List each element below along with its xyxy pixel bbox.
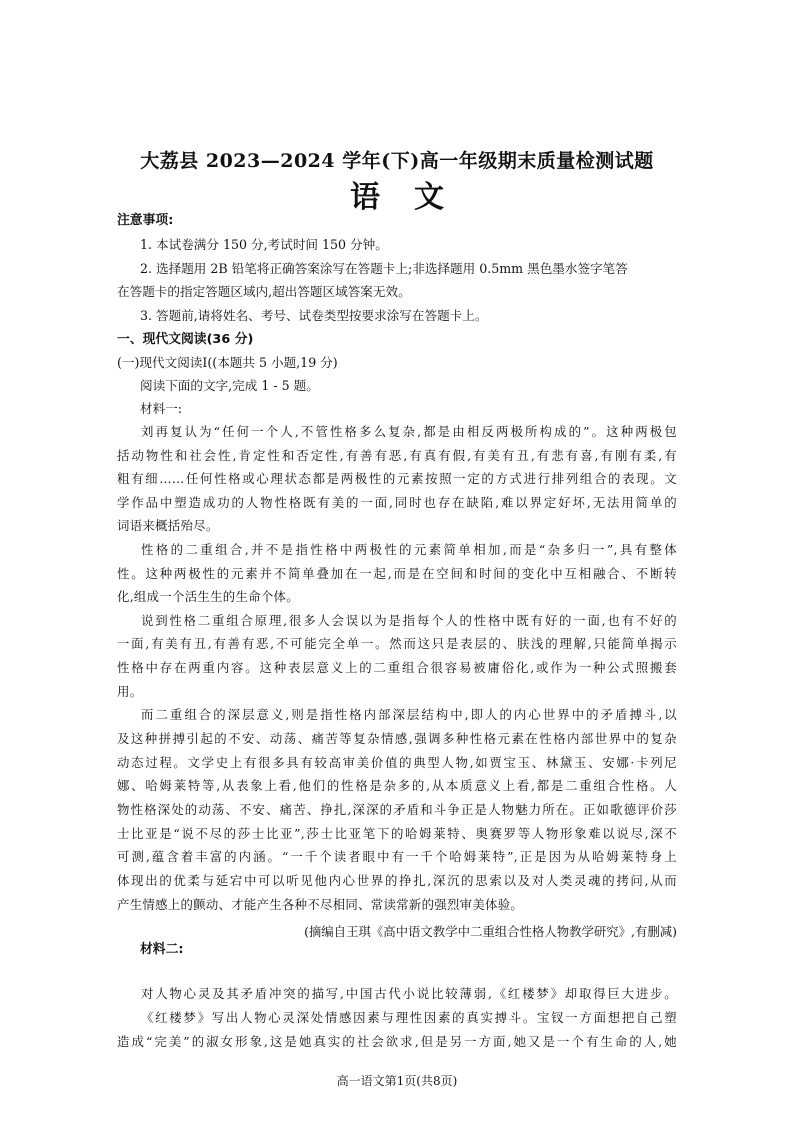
page-footer: 高一语文第1页(共8页) [336, 1074, 458, 1088]
material1-source: (摘编自王琪《高中语文教学中二重组合性格人物教学研究》,有删减) [304, 924, 677, 939]
paragraph-line: 而二重组合的深层意义,则是指性格内部深层结构中,即人的内心世界中的矛盾搏斗,以 [141, 707, 677, 722]
paragraph-line: 性格的二重组合,并不是指性格中两极性的元素简单相加,而是“杂多归一”,具有整体 [141, 542, 677, 557]
paragraph-line: 造成“完美”的淑女形象,这是她真实的社会欲求,但是另一方面,她又是一个有生命的人,她 [117, 1034, 677, 1049]
paragraph-line: 性。这种两极性的元素并不简单叠加在一起,而是在空间和时间的变化中互相融合、不断转 [117, 566, 677, 581]
paragraph-line: 可测,蕴含着丰富的内涵。“一千个读者眼中有一千个哈姆莱特”,正是因为从哈姆莱特身上 [117, 849, 677, 864]
paragraph-line: 物性格深处的动荡、不安、痛苦、挣扎,深深的矛盾和斗争正是人物魅力所在。正如歌德评价莎 [117, 802, 677, 817]
paragraph-line: 士比亚是“说不尽的莎士比亚”,莎士比亚笔下的哈姆莱特、奥赛罗等人物形象难以说尽,深不 [117, 826, 677, 841]
notice-item: 1. 本试卷满分 150 分,考试时间 150 分钟。 [140, 237, 388, 252]
notice-item: 2. 选择题用 2B 铅笔将正确答案涂写在答题卡上;非选择题用 0.5mm 黑色墨水签字笔答 [140, 261, 628, 276]
paragraph-line: 体现出的优柔与延宕中可以听见他内心世界的挣扎,深沉的思索以及对人类灵魂的拷问,从而 [117, 873, 677, 888]
paragraph-line: 用。 [117, 684, 143, 699]
paragraph-line: 括动物性和社会性,肯定性和否定性,有善有恶,有真有假,有美有丑,有悲有喜,有刚有柔,有 [117, 448, 677, 463]
notice-item: 3. 答题前,请将姓名、考号、试卷类型按要求涂写在答题卡上。 [140, 308, 488, 323]
paragraph-line: 粗有细……任何性格或心理状态都是两极性的元素按照一定的方式进行排列组合的表现。文 [117, 471, 677, 486]
sub-heading: (一)现代文阅读Ⅰ((本题共 5 小题,19 分) [117, 355, 338, 370]
paragraph-line: 词语来概括殆尽。 [117, 518, 219, 533]
paragraph-line: 学作品中塑造成功的人物性格既有美的一面,同时也存在缺陷,难以界定好坏,无法用简单的 [117, 495, 677, 510]
material1-label: 材料一: [140, 401, 183, 416]
paragraph-line: 娜、哈姆莱特等,从表象上看,他们的性格是杂多的,从本质意义上看,都是二重组合性格。人 [117, 778, 677, 793]
paragraph-line: 《红楼梦》写出人物心灵深处情感因素与理性因素的真实搏斗。宝钗一方面想把自己塑 [141, 1010, 677, 1025]
paragraph-line: 性格中存在两重内容。这种表层意义上的二重组合很容易被庸俗化,或作为一种公式照搬套 [117, 660, 677, 675]
material2-label: 材料二: [140, 942, 184, 957]
paragraph-line: 及这种拼搏引起的不安、动荡、痛苦等复杂情感,强调多种性格元素在性格内部世界中的复杂 [117, 731, 677, 746]
notice-heading: 注意事项: [117, 213, 174, 228]
paragraph-line: 动态过程。文学史上有很多具有较高审美价值的典型人物,如贾宝玉、林黛玉、安娜·卡列尼 [117, 755, 677, 770]
exam-title: 大荔县 2023—2024 学年(下)高一年级期末质量检测试题 [140, 150, 654, 172]
paragraph-line: 化,组成一个活生生的生命个体。 [117, 589, 299, 604]
paragraph-line: 说到性格二重组合原理,很多人会误以为是指每个人的性格中既有好的一面,也有不好的 [141, 613, 677, 628]
section-heading: 一、现代文阅读(36 分) [117, 332, 254, 347]
paragraph-line: 一面,有美有丑,有善有恶,不可能完全单一。然而这只是表层的、肤浅的理解,只能简单揭示 [117, 636, 677, 651]
paragraph-line: 产生情感上的颤动、才能产生各种不尽相同、常读常新的强烈审美体验。 [117, 897, 524, 912]
notice-item: 在答题卡的指定答题区域内,超出答题区域答案无效。 [117, 284, 411, 299]
subject-title: 语文 [350, 180, 478, 215]
instruction: 阅读下面的文字,完成 1 - 5 题。 [140, 378, 319, 393]
paragraph-line: 对人物心灵及其矛盾冲突的描写,中国古代小说比较薄弱,《红楼梦》却取得巨大进步。 [141, 986, 677, 1001]
paragraph-line: 刘再复认为“任何一个人,不管性格多么复杂,都是由相反两极所构成的”。这种两极包 [141, 424, 677, 439]
